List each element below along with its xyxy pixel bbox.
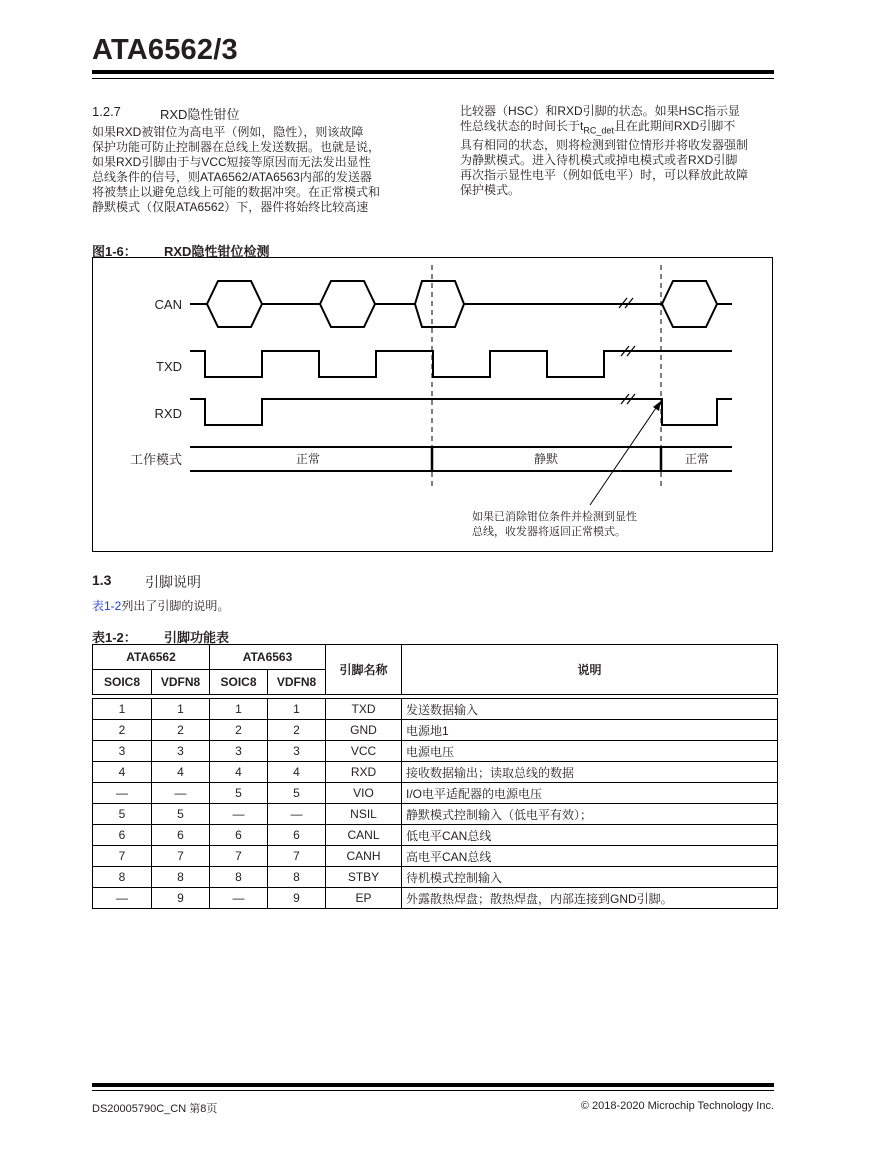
soic8-cell: 2 [210, 720, 268, 741]
table-title: 引脚功能表 [164, 630, 230, 645]
soic8-cell: 8 [93, 867, 152, 888]
pin-name-cell: CANL [326, 825, 402, 846]
vdfn8-cell: 7 [268, 846, 326, 867]
table-row [93, 699, 778, 720]
pin-name-cell: VIO [326, 783, 402, 804]
description-cell: I/O电平适配器的电源电压 [402, 783, 778, 804]
section-number: 1.2.7 [92, 104, 121, 119]
vdfn8-cell: 3 [152, 741, 210, 762]
pin-function-table [92, 644, 778, 909]
description-cell: 接收数据输出；读取总线的数据 [402, 762, 778, 783]
vdfn8-cell: 6 [268, 825, 326, 846]
section-title: RXD隐性钳位 [160, 107, 240, 122]
vdfn8-cell: 5 [152, 804, 210, 825]
header-description: 说明 [402, 645, 778, 695]
text-line: 将被禁止以避免总线上可能的数据冲突。在正常模式和 [92, 185, 381, 199]
description-cell: 静默模式控制输入（低电平有效）； [402, 804, 778, 825]
intro-text: 列出了引脚的说明。 [121, 599, 230, 613]
header-soic8: SOIC8 [210, 670, 268, 695]
vdfn8-cell: 3 [268, 741, 326, 762]
can-waveform [190, 281, 732, 327]
document-title: ATA6562/3 [92, 34, 238, 66]
mode-label: 工作模式 [129, 452, 182, 467]
footer-doc-id: DS20005790C_CN 第8页 [92, 1103, 218, 1115]
text-fragment: 且在此期间RXD引脚不 [613, 119, 736, 133]
vdfn8-cell: 8 [152, 867, 210, 888]
description-cell: 电源地1 [402, 720, 778, 741]
mode-normal-1: 正常 [295, 452, 321, 466]
vdfn8-cell: 7 [152, 846, 210, 867]
soic8-cell: 7 [210, 846, 268, 867]
soic8-cell: 4 [210, 762, 268, 783]
figure-title: RXD隐性钳位检测 [164, 244, 270, 259]
description-cell: 电源电压 [402, 741, 778, 762]
header-soic8: SOIC8 [93, 670, 152, 695]
text-fragment: 性总线状态的时间长于t [460, 119, 584, 133]
soic8-cell: 1 [93, 699, 152, 720]
header-vdfn8: VDFN8 [268, 670, 326, 695]
vdfn8-cell: 5 [268, 783, 326, 804]
section-title: 引脚说明 [145, 574, 201, 590]
text-line: 具有相同的状态，则将检测到钳位情形并将收发器强制 [460, 138, 749, 153]
header-vdfn8: VDFN8 [152, 670, 210, 695]
description-cell: 外露散热焊盘；散热焊盘，内部连接到GND引脚。 [402, 888, 778, 909]
text-line: 保护模式。 [460, 183, 521, 198]
vdfn8-cell: 2 [152, 720, 210, 741]
description-cell: 高电平CAN总线 [402, 846, 778, 867]
table-label: 表1-2： [92, 630, 137, 645]
soic8-cell: 2 [93, 720, 152, 741]
rxd-label: RXD [154, 406, 182, 421]
text-line: 如果RXD被钳位为高电平（例如，隐性），则该故障 [92, 125, 364, 139]
vdfn8-cell: — [152, 783, 210, 804]
header-ata6562: ATA6562 [93, 645, 210, 670]
mode-normal-2: 正常 [684, 452, 710, 466]
rxd-waveform [190, 399, 732, 425]
soic8-cell: 1 [210, 699, 268, 720]
can-label: CAN [154, 297, 182, 312]
pin-name-cell: NSIL [326, 804, 402, 825]
table-row [93, 804, 778, 825]
annotation-arrowhead [653, 401, 661, 411]
text-line: 比较器（HSC）和RXD引脚的状态。如果HSC指示显 [460, 104, 741, 118]
soic8-cell: 8 [210, 867, 268, 888]
vdfn8-cell: 9 [268, 888, 326, 909]
footer-rule-thin [92, 1090, 774, 1091]
text-line: 再次指示显性电平（例如低电平）时，可以释放此故障 [460, 168, 749, 183]
pin-name-cell: EP [326, 888, 402, 909]
pin-name-cell: CANH [326, 846, 402, 867]
soic8-cell: — [210, 804, 268, 825]
pin-name-cell: TXD [326, 699, 402, 720]
soic8-cell: 4 [93, 762, 152, 783]
pin-name-cell: RXD [326, 762, 402, 783]
table-row [93, 720, 778, 741]
vdfn8-cell: 9 [152, 888, 210, 909]
soic8-cell: 3 [93, 741, 152, 762]
txd-waveform [190, 351, 732, 377]
text-line: 为静默模式。进入待机模式或掉电模式或者RXD引脚 [460, 153, 738, 168]
text-line: 如果RXD引脚由于与VCC短接等原因而无法发出显性 [92, 155, 371, 169]
table-link[interactable]: 表1-2 [92, 599, 122, 613]
annotation-arrow-line [590, 405, 658, 505]
subscript: RC_det [583, 125, 614, 136]
figure-label: 图1-6： [92, 244, 137, 259]
soic8-cell: 5 [210, 783, 268, 804]
soic8-cell: 3 [210, 741, 268, 762]
table-row [93, 762, 778, 783]
vdfn8-cell: 4 [152, 762, 210, 783]
vdfn8-cell: 6 [152, 825, 210, 846]
pin-name-cell: GND [326, 720, 402, 741]
annotation-line-2: 总线，收发器将返回正常模式。 [472, 526, 626, 538]
soic8-cell: — [93, 783, 152, 804]
vdfn8-cell: 1 [152, 699, 210, 720]
pin-name-cell: STBY [326, 867, 402, 888]
vdfn8-cell: 4 [268, 762, 326, 783]
footer-copyright: © 2018-2020 Microchip Technology Inc. [580, 1100, 774, 1112]
vdfn8-cell: 2 [268, 720, 326, 741]
pin-name-cell: VCC [326, 741, 402, 762]
table-row [93, 867, 778, 888]
header-ata6563: ATA6563 [210, 645, 326, 670]
text-line: 保护功能可防止控制器在总线上发送数据。也就是说， [92, 140, 381, 154]
mode-silent: 静默 [533, 452, 559, 466]
table-row [93, 741, 778, 762]
description-cell: 发送数据输入 [402, 699, 778, 720]
soic8-cell: 6 [93, 825, 152, 846]
vdfn8-cell: — [268, 804, 326, 825]
section-number: 1.3 [92, 572, 112, 588]
vdfn8-cell: 8 [268, 867, 326, 888]
annotation-line-1: 如果已消除钳位条件并检测到显性 [472, 511, 637, 523]
soic8-cell: 5 [93, 804, 152, 825]
table-row [93, 846, 778, 867]
description-cell: 待机模式控制输入 [402, 867, 778, 888]
txd-label: TXD [156, 359, 182, 374]
section-intro [92, 599, 229, 614]
soic8-cell: — [210, 888, 268, 909]
header-pin-name: 引脚名称 [326, 645, 402, 695]
table-row [93, 888, 778, 909]
text-line: 静默模式（仅限ATA6562）下，器件将始终比较高速 [92, 200, 369, 214]
soic8-cell: 6 [210, 825, 268, 846]
text-line: 总线条件的信号，则ATA6562/ATA6563内部的发送器 [92, 170, 372, 184]
table-row [93, 825, 778, 846]
table-row [93, 783, 778, 804]
footer-rule-thick [92, 1083, 774, 1087]
description-cell: 低电平CAN总线 [402, 825, 778, 846]
soic8-cell: — [93, 888, 152, 909]
soic8-cell: 7 [93, 846, 152, 867]
vdfn8-cell: 1 [268, 699, 326, 720]
